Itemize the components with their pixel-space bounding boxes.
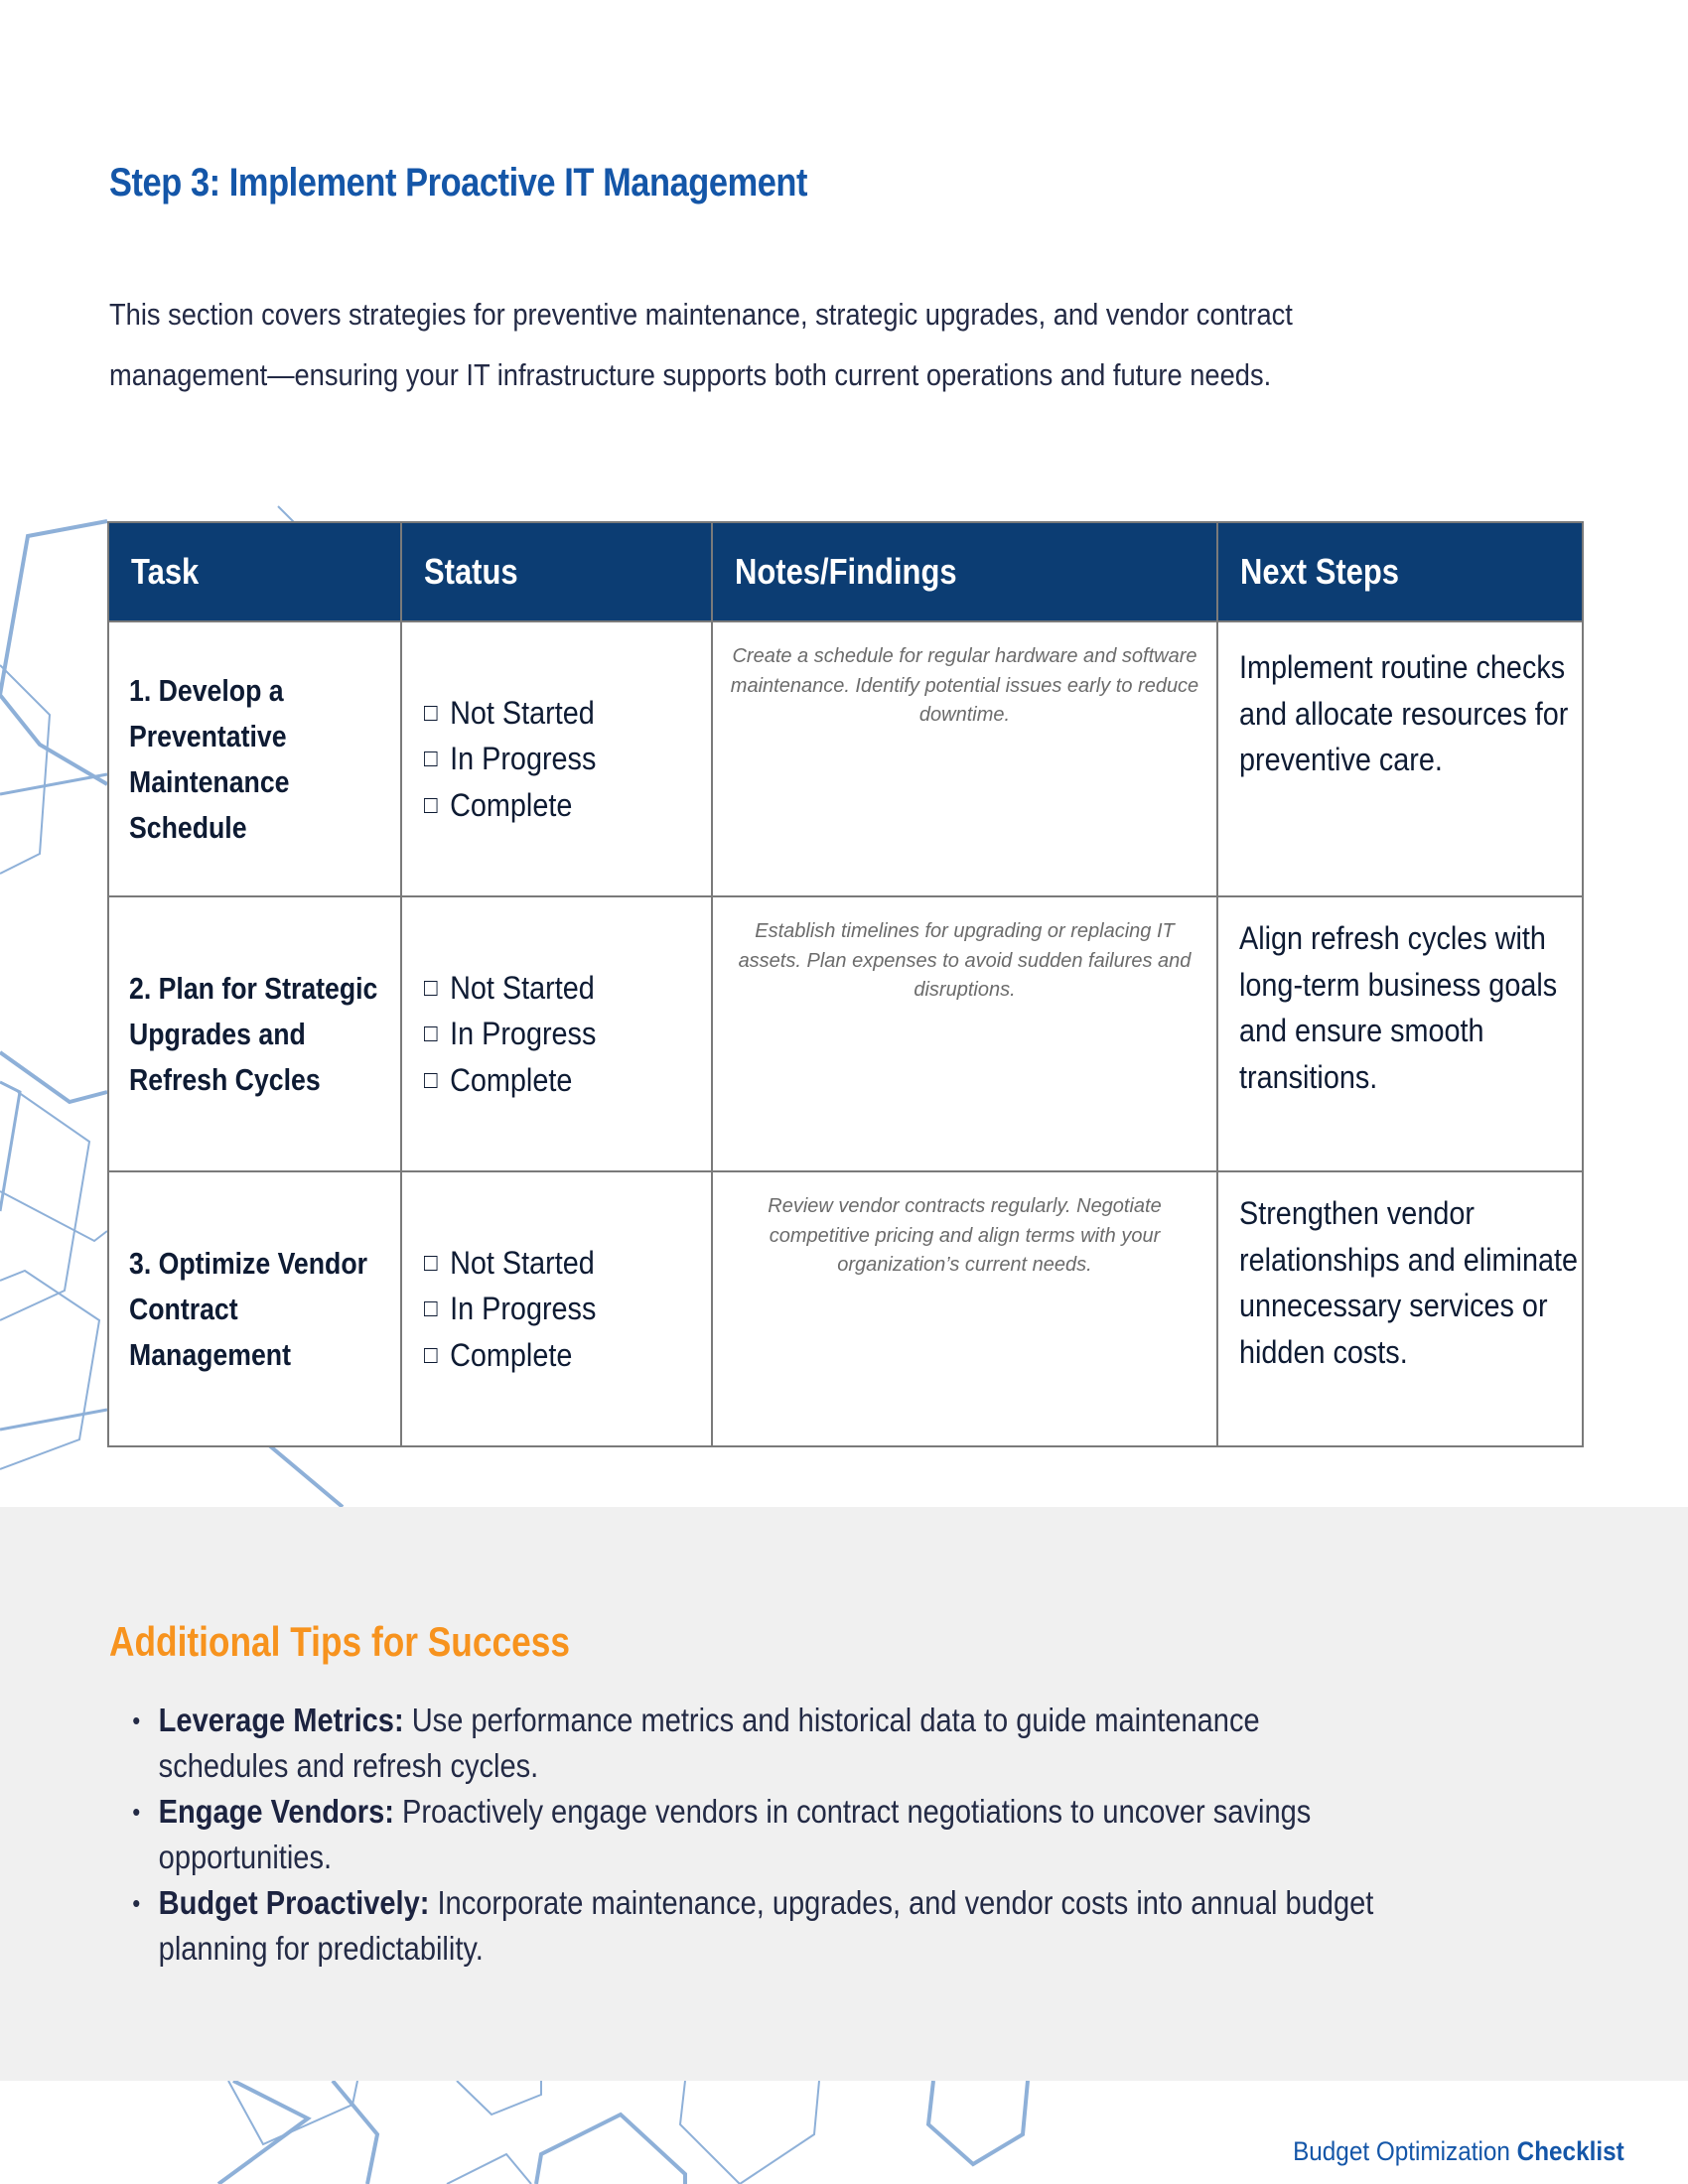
- notes-text: Establish timelines for upgrading or replacing IT assets. Plan expenses to avoid sudden failures and disruptions.: [738, 920, 1192, 1001]
- status-option-label: Not Started: [450, 1244, 595, 1281]
- notes-cell: [712, 896, 1217, 1171]
- notes-text: Review vendor contracts regularly. Negotiate competitive pricing and align terms with your organization’s current needs.: [768, 1195, 1162, 1276]
- notes-cell: [712, 1171, 1217, 1446]
- intro-paragraph: This section covers strategies for preventive maintenance, strategic upgrades, and vendor contract management—ensuring your IT infrastructure supports both current operations and future needs.: [109, 297, 1293, 392]
- next-steps-cell: [1217, 1171, 1583, 1446]
- column-header-notes: [712, 522, 1217, 621]
- tip-text: Proactively engage vendors in contract negotiations to uncover savings opportunities.: [158, 1793, 1312, 1875]
- page-title: Step 3: Implement Proactive IT Management: [109, 161, 808, 205]
- next-steps-text: Strengthen vendor relationships and eliminate unnecessary services or hidden costs.: [1239, 1195, 1579, 1370]
- task-label: 3. Optimize Vendor Contract Management: [129, 1245, 367, 1372]
- tip-label: Engage Vendors:: [158, 1793, 394, 1830]
- task-label: 1. Develop a Preventative Maintenance Schedule: [129, 672, 290, 845]
- status-option-label: In Progress: [450, 1291, 597, 1327]
- status-cell: [401, 1171, 712, 1446]
- column-header-label: Status: [424, 551, 518, 592]
- footer-title-bold: Checklist: [1516, 2136, 1624, 2166]
- next-steps-text: Implement routine checks and allocate resources for preventive care.: [1239, 649, 1569, 777]
- status-option-label: In Progress: [450, 1016, 597, 1052]
- table-header-row: [108, 522, 1583, 621]
- task-cell: [108, 896, 401, 1171]
- tip-text: Incorporate maintenance, upgrades, and vendor costs into annual budget planning for predictability.: [158, 1884, 1374, 1967]
- status-option-label: In Progress: [450, 741, 597, 777]
- status-option-label: Not Started: [450, 969, 595, 1006]
- column-header-next-steps: [1217, 522, 1583, 621]
- status-cell: [401, 896, 712, 1171]
- tip-item: [127, 1789, 1385, 1880]
- table-row: [108, 896, 1583, 1171]
- bullet-icon: •: [132, 1797, 141, 1827]
- bullet-icon: •: [132, 1888, 141, 1918]
- status-option-label: Complete: [450, 786, 573, 823]
- status-checkbox-complete[interactable]: [424, 1057, 682, 1104]
- status-checkbox-not-started[interactable]: [424, 690, 682, 737]
- column-header-task: [108, 522, 401, 621]
- status-checkbox-not-started[interactable]: [424, 1240, 682, 1287]
- notes-text: Create a schedule for regular hardware and software maintenance. Identify potential issues early to reduce downtime.: [730, 645, 1199, 726]
- status-option-label: Complete: [450, 1336, 573, 1373]
- task-label: 2. Plan for Strategic Upgrades and Refresh Cycles: [129, 970, 378, 1097]
- footer-document-title: [1293, 2136, 1624, 2167]
- checkbox-icon[interactable]: [424, 798, 438, 813]
- status-checkbox-complete[interactable]: [424, 1332, 682, 1379]
- next-steps-cell: [1217, 621, 1583, 896]
- tips-heading: Additional Tips for Success: [109, 1618, 570, 1665]
- status-checkbox-not-started[interactable]: [424, 965, 682, 1012]
- tip-text: Use performance metrics and historical data to guide maintenance schedules and refresh cycles.: [158, 1702, 1260, 1784]
- status-checkbox-complete[interactable]: [424, 782, 682, 829]
- tip-item: [127, 1698, 1385, 1789]
- notes-cell: [712, 621, 1217, 896]
- column-header-status: [401, 522, 712, 621]
- table-row: [108, 621, 1583, 896]
- checklist-table: [107, 521, 1584, 1447]
- status-cell: [401, 621, 712, 896]
- tip-label: Leverage Metrics:: [158, 1702, 404, 1738]
- footer-title-regular: Budget Optimization: [1293, 2136, 1517, 2166]
- next-steps-cell: [1217, 896, 1583, 1171]
- task-cell: [108, 1171, 401, 1446]
- checkbox-icon[interactable]: [424, 1301, 438, 1316]
- checkbox-icon[interactable]: [424, 981, 438, 996]
- status-checkbox-in-progress[interactable]: [424, 1286, 682, 1332]
- next-steps-text: Align refresh cycles with long-term business goals and ensure smooth transitions.: [1239, 920, 1558, 1095]
- checkbox-icon[interactable]: [424, 1026, 438, 1041]
- checkbox-icon[interactable]: [424, 1348, 438, 1363]
- status-option-label: Complete: [450, 1061, 573, 1098]
- column-header-label: Next Steps: [1240, 551, 1400, 592]
- checkbox-icon[interactable]: [424, 706, 438, 721]
- checkbox-icon[interactable]: [424, 751, 438, 766]
- status-option-label: Not Started: [450, 694, 595, 731]
- tips-list: [127, 1698, 1385, 1972]
- checkbox-icon[interactable]: [424, 1073, 438, 1088]
- status-checkbox-in-progress[interactable]: [424, 736, 682, 782]
- bullet-icon: •: [132, 1706, 141, 1735]
- task-cell: [108, 621, 401, 896]
- column-header-label: Task: [131, 551, 200, 592]
- table-row: [108, 1171, 1583, 1446]
- checkbox-icon[interactable]: [424, 1256, 438, 1271]
- status-checkbox-in-progress[interactable]: [424, 1011, 682, 1057]
- tip-label: Budget Proactively:: [158, 1884, 430, 1921]
- column-header-label: Notes/Findings: [735, 551, 957, 592]
- tip-item: [127, 1880, 1385, 1972]
